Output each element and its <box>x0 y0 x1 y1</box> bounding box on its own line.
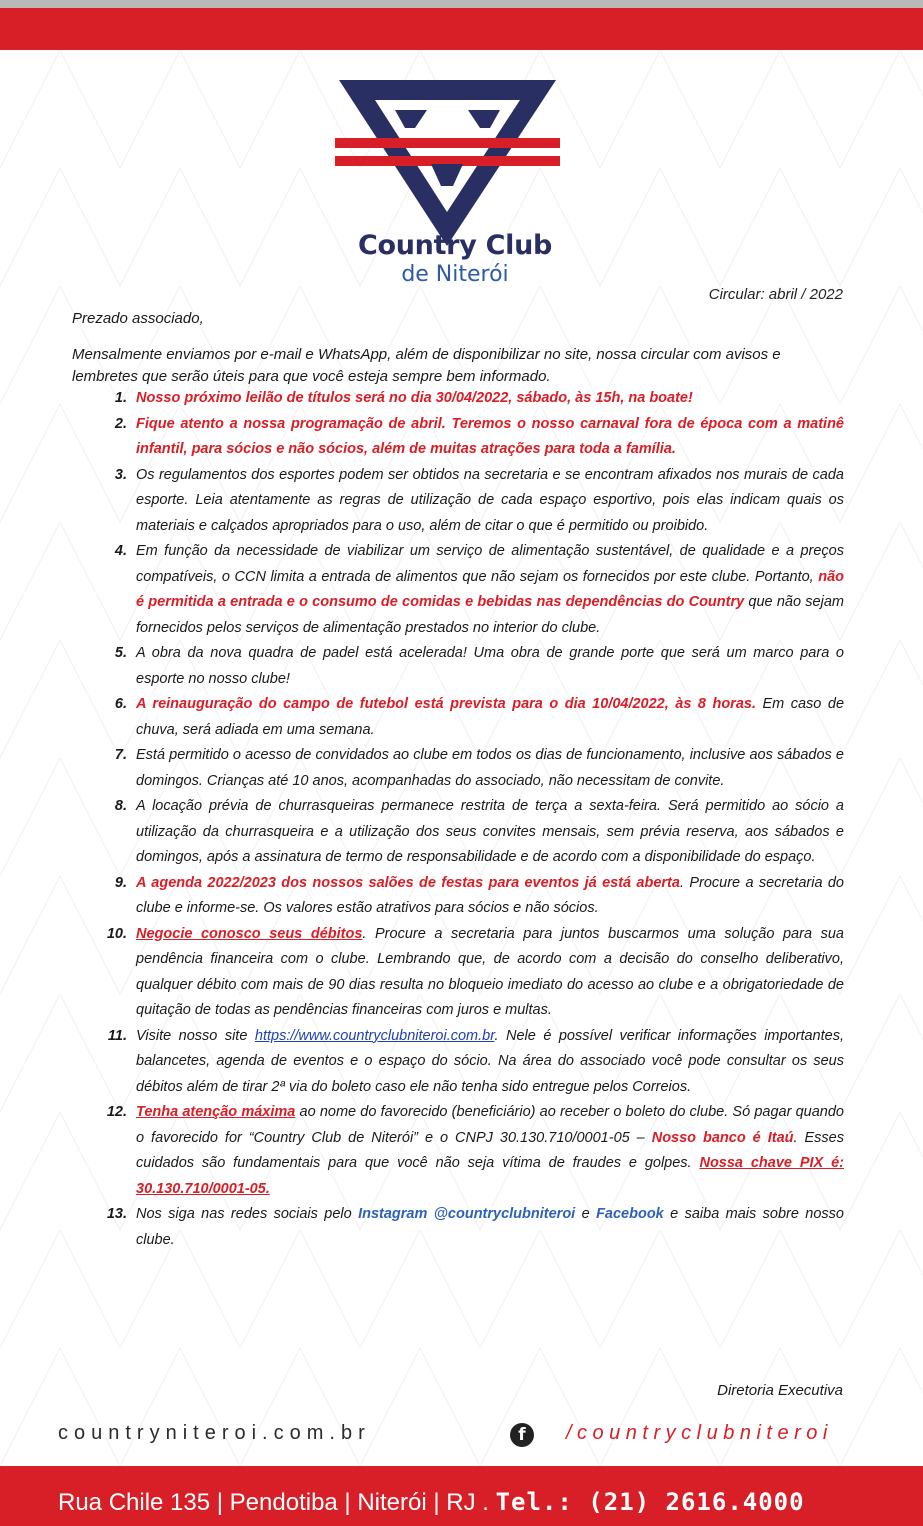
item-text-part: . Procure a secretaria para juntos buscarmos uma solução para sua pendência financeira com o clube. Lembrando que, de acordo com a decisão do conselho deliberativo, qualquer débito com mais de 90 dias resulta no bloqueio imediato do acesso ao clube e a obrigatoriedade de quitação de todas as pendências financeiras com juros e multas. <box>136 925 844 1018</box>
website-link[interactable]: countryniteroi.com.br <box>58 1422 371 1444</box>
item-text <box>136 1024 844 1101</box>
item-text-part: Facebook <box>596 1206 664 1222</box>
top-red-bar <box>0 8 923 50</box>
item-text-part: que não sejam fornecidos pelos serviços de alimentação prestados no interior do clube. <box>136 594 844 636</box>
item-text-part: Instagram @countryclubniteroi <box>358 1206 576 1222</box>
item-number: 5. <box>114 645 127 661</box>
item-text-part: Tenha atenção máxima <box>136 1104 296 1120</box>
brand-subtitle: de Niterói <box>401 262 509 287</box>
item-text <box>136 794 844 871</box>
item-number: 9. <box>114 874 127 891</box>
item-number: 8. <box>114 798 127 814</box>
item-text-part: Nossa chave PIX é: 30.130.710/0001-05. <box>136 1155 844 1197</box>
item-text-part: A agenda 2022/2023 dos nossos salões de festas para eventos já está aberta <box>136 874 680 891</box>
list-item <box>72 1024 844 1101</box>
item-text <box>136 412 844 463</box>
item-number: 7. <box>114 747 127 763</box>
item-text-part: ao nome do favorecido (beneficiário) ao receber o boleto do clube. Só pagar quando o favorecido for “Country Club de Niterói” e o CNPJ 30.130.710/0001-05 – <box>136 1104 844 1146</box>
footer-address <box>58 1488 805 1517</box>
item-number: 1. <box>114 390 127 406</box>
item-text-part: e <box>575 1206 597 1222</box>
list-item <box>72 922 844 1024</box>
list-item <box>72 794 844 871</box>
phone-number: Tel.: (21) 2616.4000 <box>495 1488 805 1516</box>
item-number: 6. <box>114 696 127 712</box>
signoff: Diretoria Executiva <box>717 1382 843 1399</box>
item-number: 4. <box>114 543 127 559</box>
list-item <box>72 412 844 463</box>
list-item <box>72 1202 844 1253</box>
item-text-part: Os regulamentos dos esportes podem ser obtidos na secretaria e se encontram afixados nos murais de cada esporte. Leia atentamente as regras de utilização de cada espaço esportivo, pois elas indicam quais os materiais e calçados apropriados para o uso, além de citar o que é permitido ou proibido. <box>136 466 844 534</box>
top-gray-strip <box>0 0 923 8</box>
list-item <box>72 539 844 641</box>
item-text-part: e saiba mais sobre nosso clube. <box>136 1206 844 1248</box>
social-handle[interactable]: /countryclubniteroi <box>566 1422 833 1444</box>
item-text <box>136 386 844 412</box>
list-item <box>72 386 844 412</box>
list-item <box>72 641 844 692</box>
item-text-part: A locação prévia de churrasqueiras permanece restrita de terça a sexta-feira. Será permitido ao sócio a utilização da churrasqueira e a utilização dos seus convites mensais, sem prévia reserva, aos sábados e domingos, após a assinatura de termo de responsabilidade e de acordo com a disponibilidade do espaço. <box>136 798 844 865</box>
item-text <box>136 539 844 641</box>
list-item <box>72 692 844 743</box>
item-text-part: . Esses cuidados são fundamentais para que você não seja vítima de fraudes e golpes. <box>136 1129 844 1171</box>
item-text <box>136 871 844 922</box>
item-number: 13. <box>106 1206 127 1222</box>
item-text-part: . Procure a secretaria do clube e informe-se. Os valores estão atrativos para sócios e não sócios. <box>136 874 844 916</box>
item-text <box>136 692 844 743</box>
brand-name: Country Club <box>357 230 553 261</box>
item-text-part: Em caso de chuva, será adiada em uma semana. <box>136 696 845 738</box>
list-item <box>72 1100 844 1202</box>
item-number: 2. <box>114 415 127 432</box>
item-number: 12. <box>106 1104 127 1120</box>
item-number: 3. <box>114 466 127 483</box>
item-text-part: Em função da necessidade de viabilizar um serviço de alimentação sustentável, de qualidade e a preços compatíveis, o CCN limita a entrada de alimentos que não sejam os fornecidos por este clube. Portanto, <box>136 543 844 585</box>
item-text-part: Visite nosso site <box>136 1027 255 1044</box>
item-text <box>136 641 844 692</box>
list-item <box>72 463 844 540</box>
item-text <box>136 922 844 1024</box>
item-text-part: Nos siga nas redes sociais pelo <box>136 1206 359 1222</box>
notice-list <box>72 386 844 1253</box>
item-text-part: Nosso próximo leilão de títulos será no dia 30/04/2022, sábado, às 15h, na boate! <box>136 390 693 406</box>
list-item <box>72 743 844 794</box>
site-link[interactable]: https://www.countryclubniteroi.com.br <box>254 1027 495 1044</box>
item-number: 11. <box>107 1027 127 1044</box>
item-text-part: A reinauguração do campo de futebol está prevista para o dia 10/04/2022, às 8 horas. <box>136 696 756 712</box>
item-text-part: Está permitido o acesso de convidados ao clube em todos os dias de funcionamento, inclusive aos sábados e domingos. Crianças até 10 anos, acompanhadas do associado, não necessitam de convite. <box>136 747 844 789</box>
item-text-part: Fique atento a nossa programação de abril. Teremos o nosso carnaval fora de época com a matinê infantil, para sócios e não sócios, além de muitas atrações para toda a família. <box>136 415 844 457</box>
item-text-part: . Nele é possível verificar informações importantes, balancetes, agenda de eventos e o espaço do sócio. Na área do associado você pode consultar os seus débitos além de tirar 2ª via do boleto caso ele não tenha sido entregue pelos Correios. <box>136 1027 844 1095</box>
list-item <box>72 871 844 922</box>
circular-date: Circular: abril / 2022 <box>708 286 843 303</box>
intro-paragraph: Mensalmente enviamos por e-mail e WhatsApp, além de disponibilizar no site, nossa circular com avisos e lembretes que serão úteis para que você esteja sempre bem informado. <box>72 346 781 385</box>
item-text <box>136 1100 844 1202</box>
item-number: 10. <box>106 925 127 942</box>
item-text-part: A obra da nova quadra de padel está acelerada! Uma obra de grande porte que será um marco para o esporte no nosso clube! <box>136 645 844 687</box>
item-text-part: Nosso banco é Itaú <box>651 1129 794 1146</box>
greeting: Prezado associado, <box>72 310 204 327</box>
item-text <box>136 743 844 794</box>
address-text: Rua Chile 135 | Pendotiba | Niterói | RJ . <box>58 1489 496 1516</box>
item-text <box>136 1202 844 1253</box>
item-text-part: não é permitida a entrada e o consumo de comidas e bebidas nas dependências do Country <box>136 568 844 610</box>
item-text-part: Negocie conosco seus débitos <box>136 925 363 942</box>
item-text <box>136 463 844 540</box>
facebook-icon[interactable]: f <box>510 1423 534 1447</box>
